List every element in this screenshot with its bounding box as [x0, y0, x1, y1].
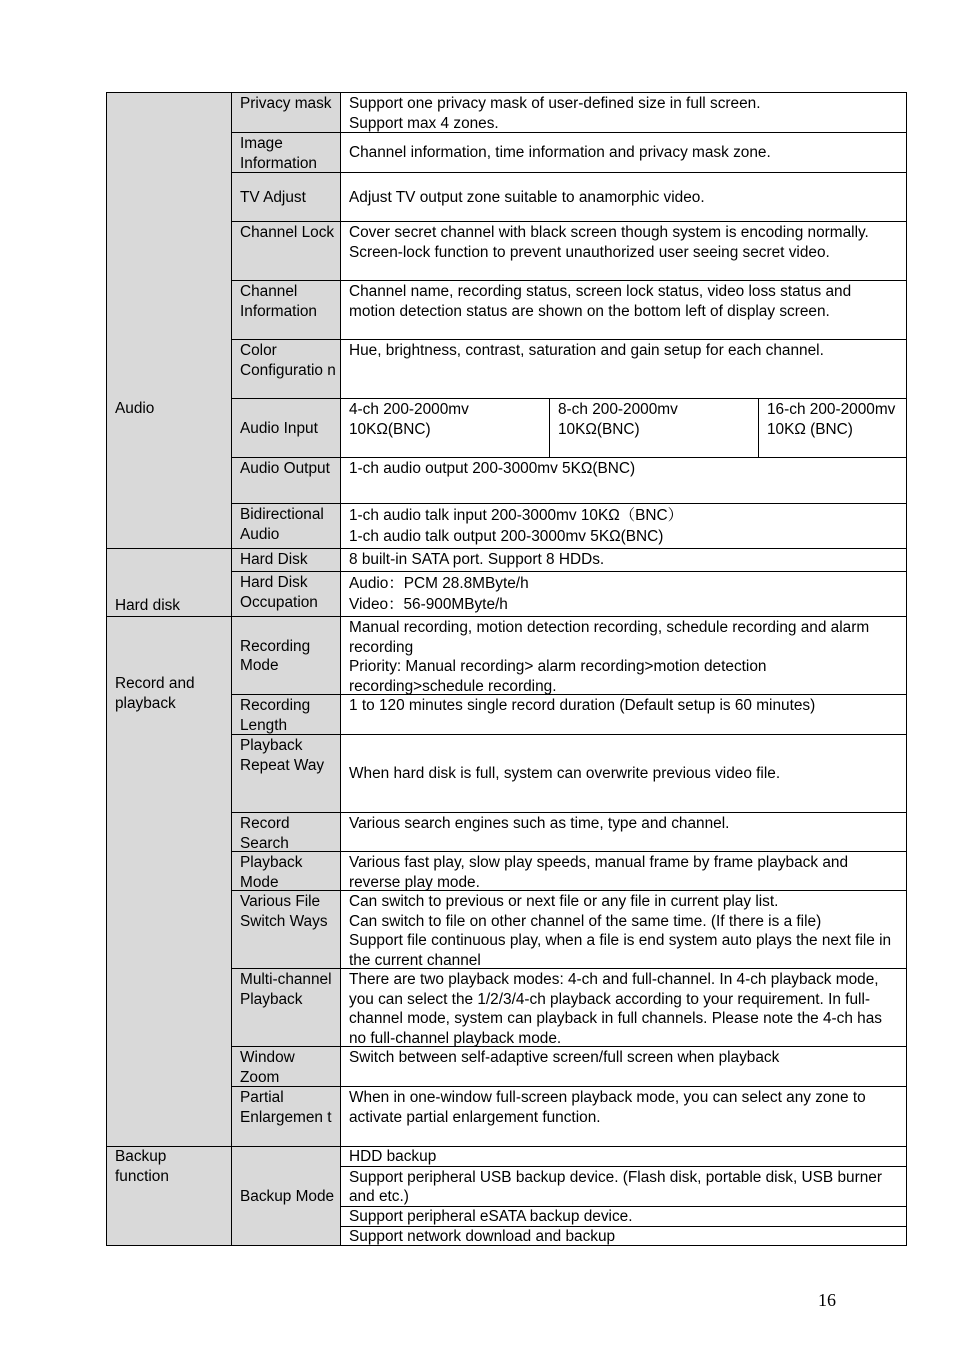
hard-disk-line-1: 8 built-in SATA port. Support 8 HDDs. — [349, 551, 605, 568]
group-audio-label: Audio — [115, 400, 155, 417]
label-backup-mode: Backup Mode — [231, 1146, 340, 1246]
file-switch-line-3: Support file continuous play, when a file is end system auto plays the next file in the current channel — [349, 932, 892, 968]
value-bidirectional-audio — [340, 503, 907, 548]
label-audio-input: Audio Input — [231, 398, 340, 457]
value-file-switch — [340, 890, 907, 968]
value-backup-item: Support peripheral eSATA backup device. — [340, 1206, 907, 1226]
label-partial-enlargement: Partial Enlargemen t — [231, 1086, 340, 1146]
playback-mode-line-1: Various fast play, slow play speeds, manual frame by frame playback and reverse play mode. — [349, 854, 849, 890]
value-playback-mode — [340, 851, 907, 890]
channel-lock-line-2: Screen-lock function to prevent unauthorized user seeing secret video. — [349, 243, 830, 261]
value-playback-repeat — [340, 734, 907, 812]
value-channel-lock — [340, 221, 907, 280]
label-playback-repeat: Playback Repeat Way — [231, 734, 340, 812]
label-file-switch: Various File Switch Ways — [231, 890, 340, 968]
channel-information-line-1: Channel name, recording status, screen lock status, video loss status and motion detection status are shown on the bottom left of display screen. — [349, 283, 852, 320]
group-audio — [106, 92, 231, 548]
value-recording-mode — [340, 616, 907, 694]
value-color-configuration — [340, 339, 907, 398]
file-switch-line-2: Can switch to file on other channel of the same time. (If there is a file) — [349, 912, 822, 930]
label-window-zoom: Window Zoom — [231, 1046, 340, 1086]
group-record-playback-label: Record and playback — [115, 675, 195, 712]
label-audio-output: Audio Output — [231, 457, 340, 503]
group-record-playback — [106, 616, 231, 1146]
label-channel-lock: Channel Lock — [231, 221, 340, 280]
record-search-line-1: Various search engines such as time, type and channel. — [349, 815, 730, 832]
tv-adjust-line-1: Adjust TV output zone suitable to anamorphic video. — [349, 188, 705, 206]
bidirectional-audio-line-2: 1-ch audio talk output 200-3000mv 5KΩ(BNC) — [349, 528, 664, 545]
multi-channel-line-1: There are two playback modes: 4-ch and full-channel. In 4-ch playback mode, you can select the 1/2/3/4-ch playback according to your requirement. In full-channel mode, system can playback in full channels. Please note the 4-ch has no full-channel playback mode. — [349, 971, 882, 1046]
spec-table — [106, 92, 907, 1246]
page-number: 16 — [818, 1290, 836, 1310]
value-hdd-occupation — [340, 571, 907, 616]
playback-repeat-line-1: When hard disk is full, system can overwrite previous video file. — [349, 765, 781, 783]
file-switch-line-1: Can switch to previous or next file or any file in current play list. — [349, 893, 779, 910]
table-right-border — [906, 92, 907, 1246]
value-tv-adjust — [340, 172, 907, 221]
label-record-search: Record Search — [231, 812, 340, 851]
channel-lock-line-1: Cover secret channel with black screen though system is encoding normally. — [349, 224, 869, 241]
value-recording-length — [340, 694, 907, 734]
partial-enlargement-line-1: When in one-window full-screen playback mode, you can select any zone to activate partial enlargement function. — [349, 1089, 866, 1126]
privacy-mask-line-2: Support max 4 zones. — [349, 114, 499, 132]
value-partial-enlargement — [340, 1086, 907, 1146]
value-privacy-mask — [340, 92, 907, 132]
value-multi-channel — [340, 968, 907, 1046]
value-channel-information — [340, 280, 907, 339]
label-image-information: Image Information — [231, 132, 340, 172]
color-configuration-line-1: Hue, brightness, contrast, saturation and gain setup for each channel. — [349, 342, 824, 359]
group-hard-disk-label: Hard disk — [115, 596, 181, 614]
bidirectional-audio-line-1: 1-ch audio talk input 200-3000mv 10KΩ（BNC） — [349, 507, 684, 524]
value-audio-input-8ch: 8-ch 200-2000mv 10KΩ(BNC) — [549, 398, 758, 457]
image-information-line-1: Channel information, time information and privacy mask zone. — [349, 144, 771, 162]
value-image-information — [340, 132, 907, 172]
value-window-zoom — [340, 1046, 907, 1086]
group-hard-disk — [106, 548, 231, 616]
privacy-mask-line-1: Support one privacy mask of user-defined size in full screen. — [349, 95, 761, 112]
value-hard-disk — [340, 548, 907, 571]
label-hard-disk: Hard Disk — [231, 548, 340, 571]
value-audio-input-16ch: 16-ch 200-2000mv 10KΩ (BNC) — [758, 398, 907, 457]
window-zoom-line-1: Switch between self-adaptive screen/full screen when playback — [349, 1049, 780, 1066]
label-recording-length: Recording Length — [231, 694, 340, 734]
hdd-occupation-line-2: Video：56-900MByte/h — [349, 596, 508, 613]
table-bottom-border — [106, 1245, 907, 1246]
value-audio-output — [340, 457, 907, 503]
recording-mode-line-2: Priority: Manual recording> alarm recording>motion detection recording>schedule recording. — [349, 658, 767, 694]
label-channel-information: Channel Information — [231, 280, 340, 339]
value-backup-item: Support network download and backup — [340, 1226, 907, 1246]
audio-output-line-1: 1-ch audio output 200-3000mv 5KΩ(BNC) — [349, 460, 636, 477]
group-backup — [106, 1146, 231, 1246]
group-backup-label: Backup function — [115, 1148, 169, 1185]
value-backup-item: HDD backup — [340, 1146, 907, 1166]
label-privacy-mask: Privacy mask — [231, 92, 340, 132]
label-bidirectional-audio: Bidirectional Audio — [231, 503, 340, 548]
value-backup-item: Support peripheral USB backup device. (Flash disk, portable disk, USB burner and etc.) — [340, 1166, 907, 1206]
recording-mode-line-1: Manual recording, motion detection recording, schedule recording and alarm recording — [349, 619, 870, 656]
label-recording-mode: Recording Mode — [231, 616, 340, 694]
value-audio-input-4ch: 4-ch 200-2000mv 10KΩ(BNC) — [340, 398, 549, 457]
label-playback-mode: Playback Mode — [231, 851, 340, 890]
value-record-search — [340, 812, 907, 851]
recording-length-line-1: 1 to 120 minutes single record duration (Default setup is 60 minutes) — [349, 697, 816, 714]
label-color-configuration: Color Configuratio n — [231, 339, 340, 398]
label-tv-adjust: TV Adjust — [231, 172, 340, 221]
label-hdd-occupation: Hard Disk Occupation — [231, 571, 340, 616]
hdd-occupation-line-1: Audio：PCM 28.8MByte/h — [349, 575, 529, 592]
label-multi-channel: Multi-channel Playback — [231, 968, 340, 1046]
